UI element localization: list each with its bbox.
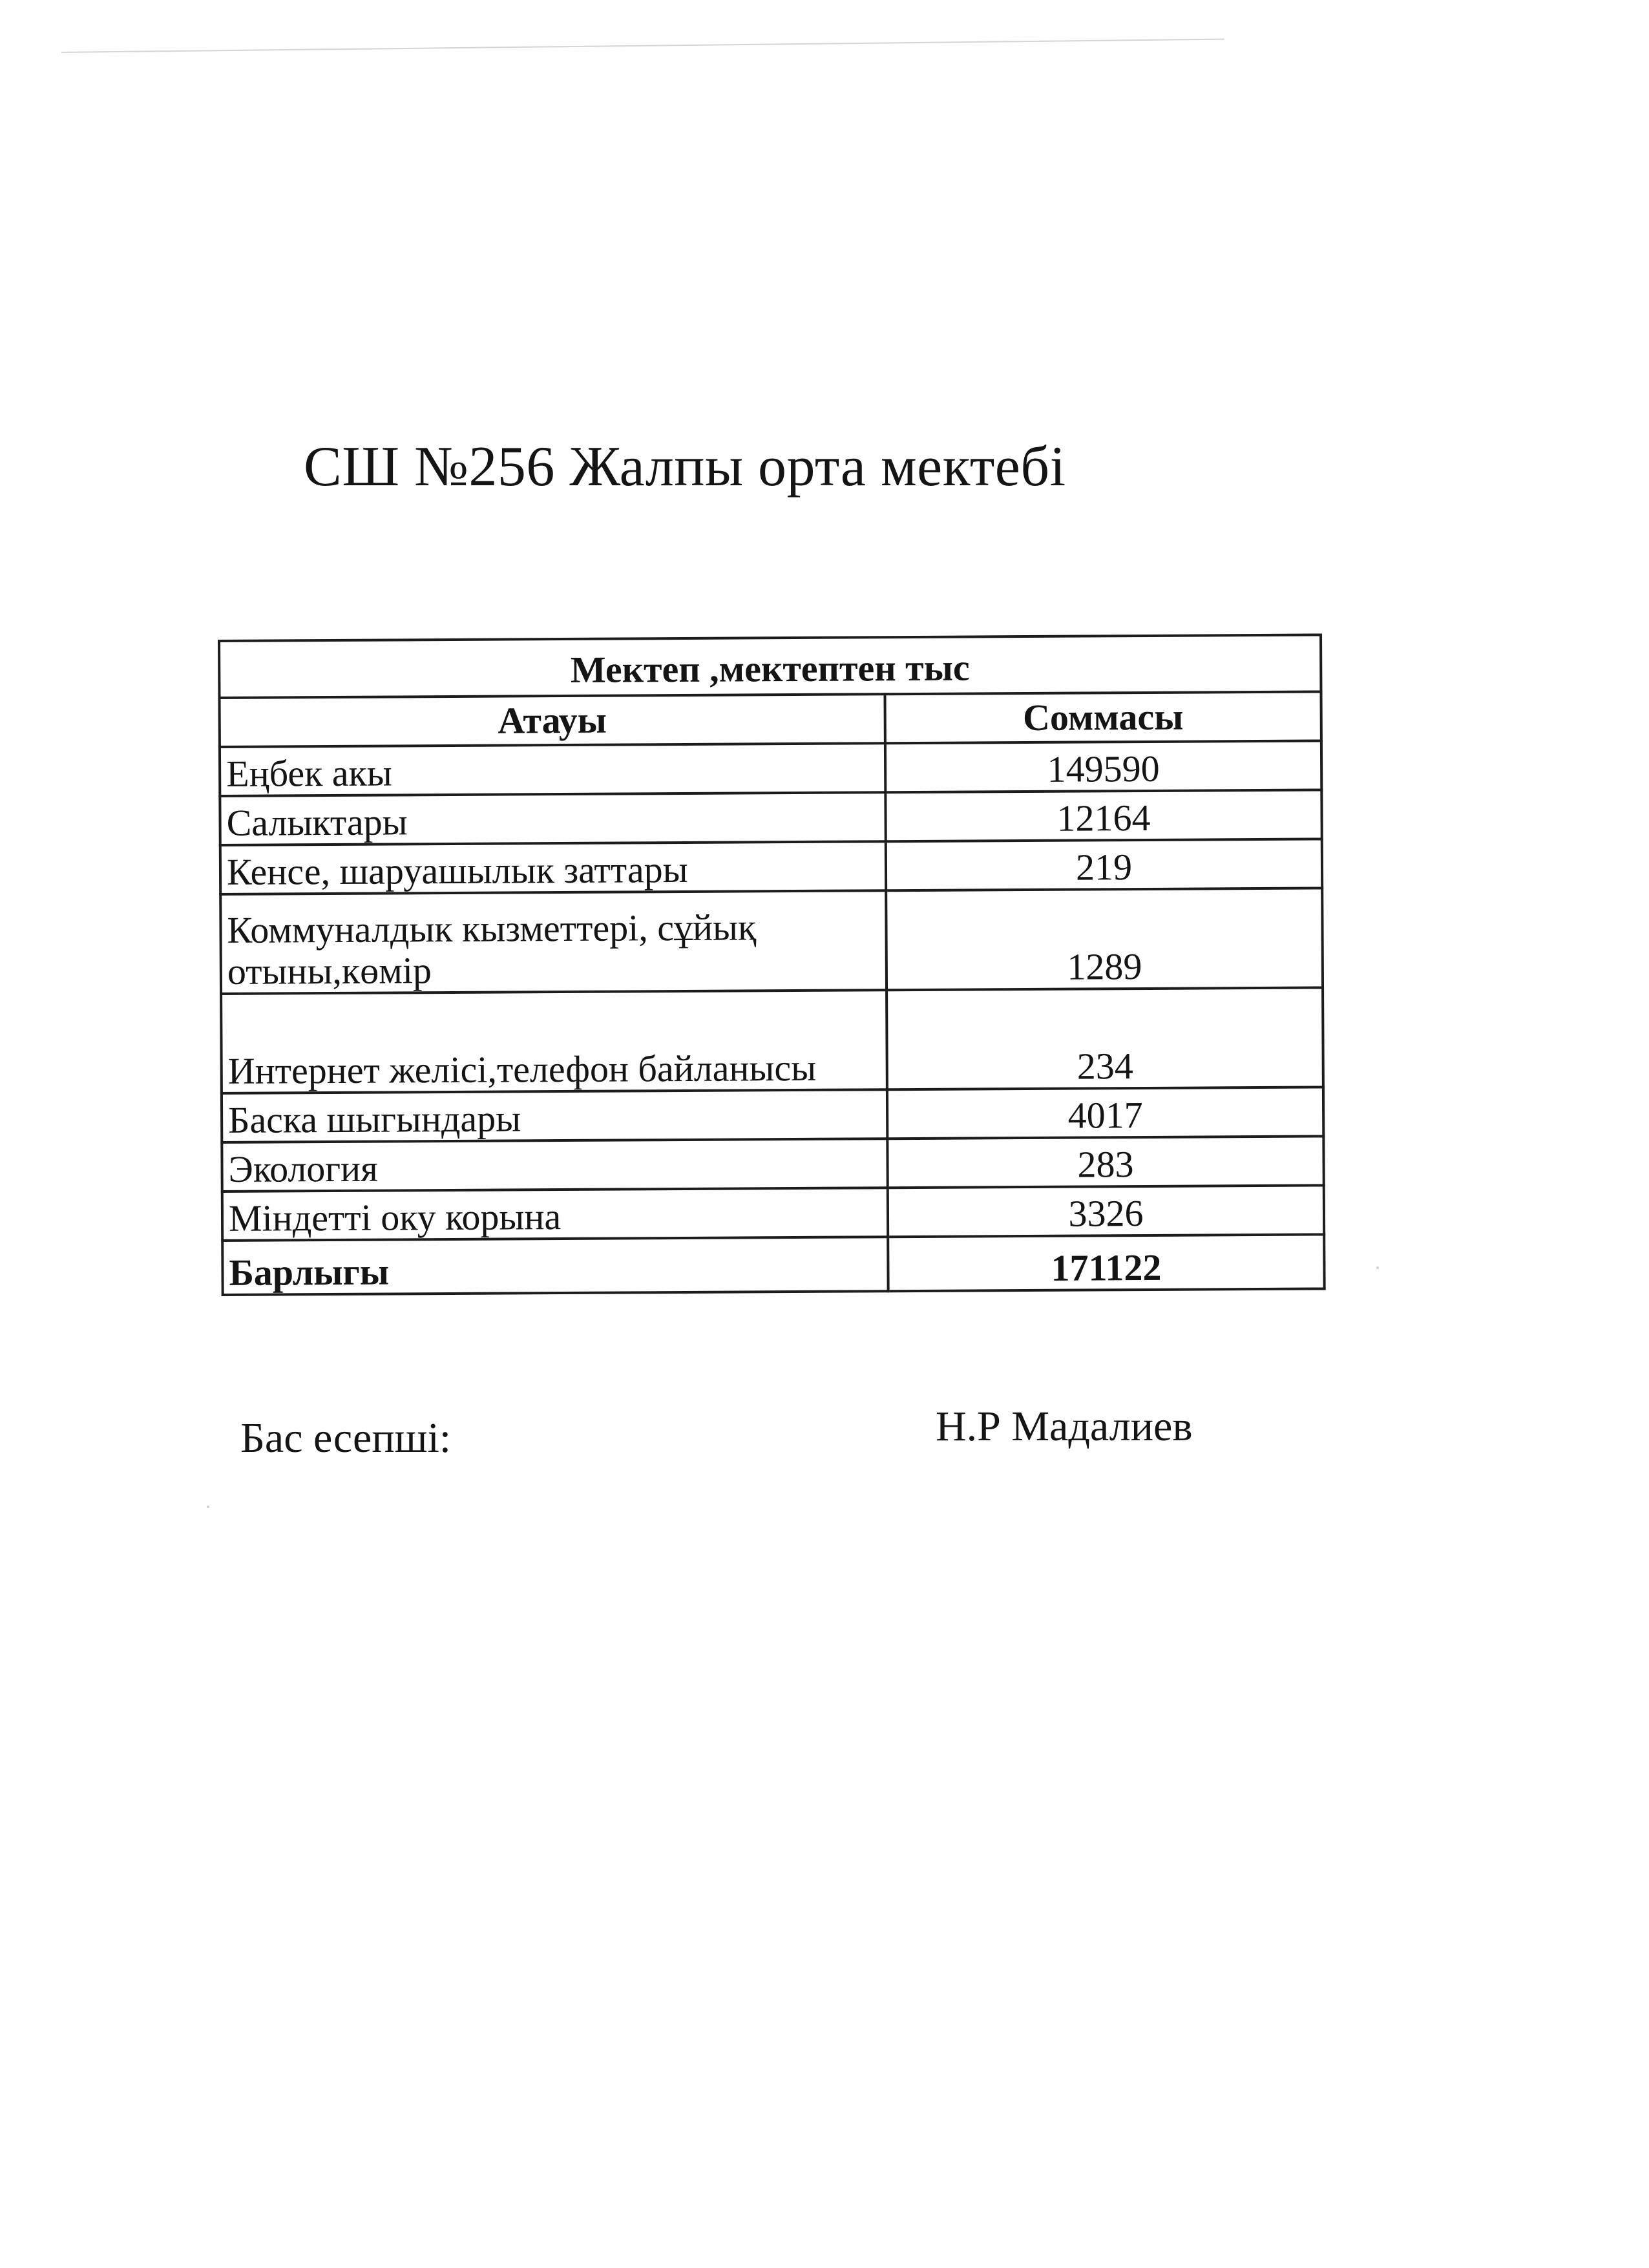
row-name: Экология [222, 1139, 887, 1192]
table-row [222, 1185, 1324, 1241]
table-header-row [220, 691, 1321, 747]
row-amount: 283 [887, 1136, 1323, 1188]
row-name: Салыктары [220, 792, 885, 845]
row-name: Коммуналдык кызметтері, сұйық отыны,көмір [220, 890, 887, 994]
row-name: Баска шыгындары [222, 1089, 887, 1142]
table-row [220, 888, 1323, 994]
expense-table [218, 633, 1326, 1296]
table-caption: Мектеп ,мектептен тыс [219, 635, 1321, 698]
row-amount: 1289 [886, 888, 1323, 990]
header-name: Атауы [220, 694, 885, 747]
scan-edge-line [61, 39, 1224, 53]
header-amount: Соммасы [885, 691, 1321, 743]
table-row [220, 740, 1321, 796]
row-amount: 219 [886, 839, 1322, 890]
row-name: Еңбек акы [220, 743, 885, 796]
document-title: СШ №256 Жалпы орта мектебі [304, 436, 1066, 498]
scan-speck [1376, 1266, 1379, 1269]
table-row [222, 1136, 1323, 1192]
table-row [220, 790, 1321, 845]
total-amount: 171122 [888, 1234, 1324, 1291]
row-name: Кенсе, шаруашылык заттары [220, 841, 886, 894]
row-name: Міндетті оку корына [222, 1188, 888, 1241]
row-amount: 234 [887, 987, 1323, 1089]
row-amount: 12164 [885, 790, 1321, 841]
table-row [221, 987, 1323, 1093]
expense-table-container [218, 633, 1323, 1296]
table-caption-row [219, 635, 1321, 698]
total-label: Барлыгы [222, 1237, 888, 1295]
row-name: Интернет желісі,телефон байланысы [221, 990, 887, 1093]
signature-label: Бас есепші: [240, 1414, 452, 1462]
table-total-row [222, 1234, 1324, 1295]
signature-name: Н.Р Мадалиев [936, 1403, 1193, 1450]
row-amount: 149590 [885, 740, 1321, 792]
scan-speck [207, 1506, 209, 1508]
row-amount: 3326 [888, 1185, 1324, 1237]
table-row [220, 839, 1322, 894]
row-amount: 4017 [887, 1087, 1323, 1139]
table-row [222, 1087, 1323, 1142]
